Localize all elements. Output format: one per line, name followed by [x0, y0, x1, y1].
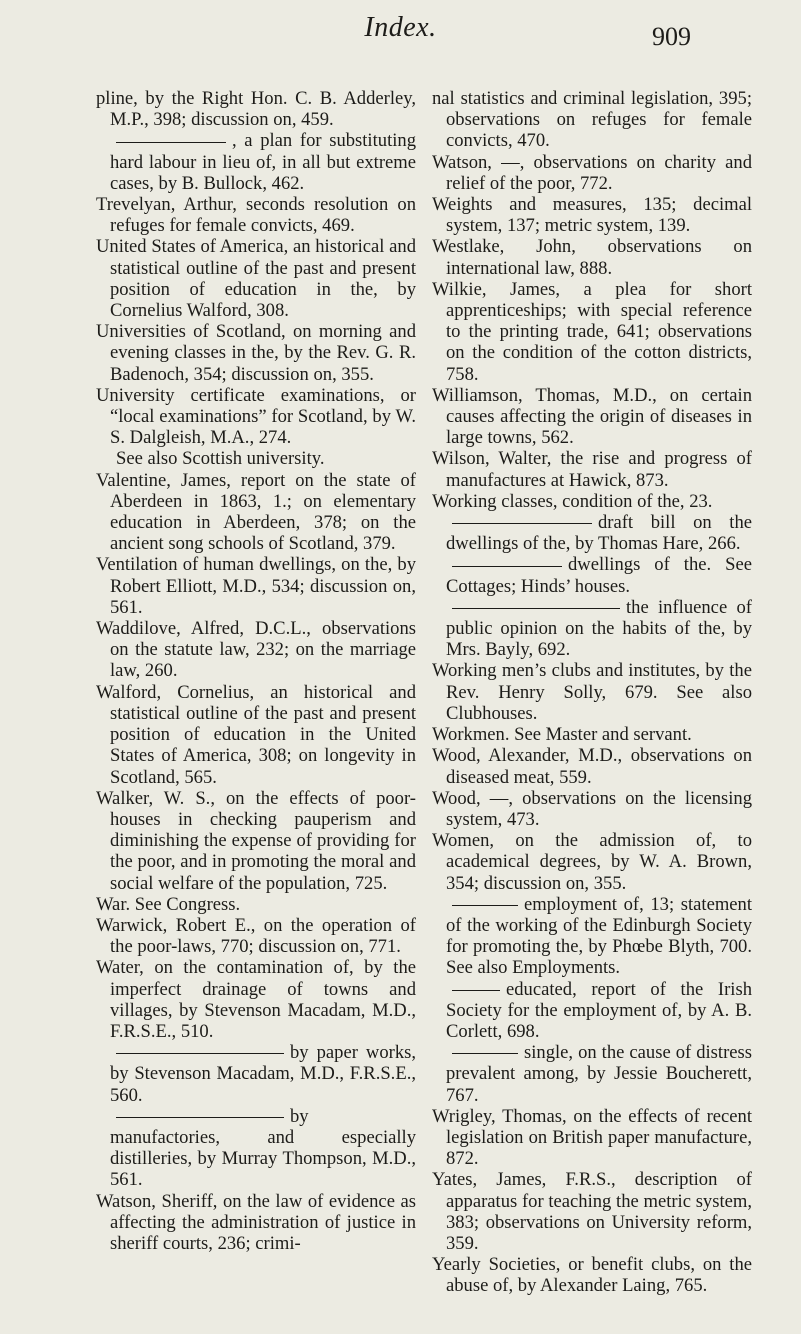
ditto-dash	[116, 1117, 284, 1118]
index-entry	[432, 385, 752, 449]
entry-text: educated, report of the Irish Society for the employment of, by A. B. Corlett, 698.	[446, 978, 752, 1042]
entry-text: Working men’s clubs and institutes, by the Rev. Henry Solly, 679. See also Clubhouses.	[432, 660, 752, 724]
index-entry	[432, 88, 752, 152]
index-entry	[96, 470, 416, 555]
index-column-right	[432, 88, 752, 1297]
entry-text: Workmen. See Master and servant.	[432, 724, 692, 746]
index-entry	[432, 194, 752, 236]
index-entry	[432, 660, 752, 724]
entry-text: Westlake, John, observations on international law, 888.	[432, 236, 752, 279]
entry-text: Walker, W. S., on the effects of poor-houses in checking pauperism and diminishing the expense of providing for the poor, and in promoting the moral and social welfare of the population, 725.	[96, 787, 416, 894]
entry-text: Wilkie, James, a plea for short apprenticeships; with special reference to the printing trade, 641; observations on the condition of the cotton districts, 758.	[432, 278, 752, 385]
ditto-dash	[452, 608, 620, 609]
index-entry	[432, 788, 752, 830]
entry-text: See also Scottish university.	[116, 448, 325, 470]
entry-text: University certificate examinations, or “local examinations” for Scotland, by W. S. Dalgleish, M.A., 274.	[96, 384, 416, 449]
index-subentry	[432, 979, 752, 1043]
entry-text: by paper works, by Stevenson Macadam, M.D., F.R.S.E., 560.	[110, 1042, 416, 1106]
index-entry	[432, 152, 752, 194]
index-entry	[432, 745, 752, 787]
index-subentry	[432, 512, 752, 554]
index-entry	[432, 236, 752, 278]
entry-text: Wrigley, Thomas, on the effects of recent legislation on British paper manufacture, 872.	[432, 1105, 752, 1170]
entry-text: Warwick, Robert E., on the operation of the poor-laws, 770; discussion on, 771.	[96, 914, 416, 958]
index-subentry	[96, 1106, 416, 1191]
ditto-dash	[452, 1053, 518, 1054]
entry-text: Universities of Scotland, on morning and evening classes in the, by the Rev. G. R. Badenoch, 354; discussion on, 355.	[96, 321, 416, 385]
ditto-dash	[452, 905, 518, 906]
index-entry	[432, 1169, 752, 1254]
index-entry	[96, 554, 416, 618]
index-entry	[96, 682, 416, 788]
entry-text: nal statistics and criminal legislation, 395; observations on refuges for female convicts, 470.	[432, 88, 752, 152]
page-header	[0, 6, 801, 51]
index-subentry	[432, 554, 752, 596]
entry-text: War. See Congress.	[96, 893, 241, 915]
entry-text: , a plan for substituting hard labour in lieu of, in all but extreme cases, by B. Bullock, 462.	[110, 130, 416, 194]
entry-text: Yates, James, F.R.S., description of apparatus for teaching the metric system, 383; observations on University reform, 359.	[432, 1169, 752, 1254]
entry-text: Water, on the contamination of, by the imperfect drainage of towns and villages, by Stevenson Macadam, M.D., F.R.S.E., 510.	[96, 957, 416, 1042]
index-entry	[96, 385, 416, 449]
entry-text: employment of, 13; statement of the working of the Edinburgh Society for promoting the, by Phœbe Blyth, 700. See also Employments.	[446, 893, 752, 979]
entry-text: single, on the cause of distress prevalent among, by Jessie Boucherett, 767.	[446, 1042, 752, 1106]
index-entry	[96, 894, 416, 915]
index-entry	[96, 1191, 416, 1255]
entry-text: Women, on the admission of, to academical degrees, by W. A. Brown, 354; discussion on, 355.	[432, 830, 752, 894]
index-entry	[96, 194, 416, 236]
entry-text: Watson, Sheriff, on the law of evidence as affecting the administration of justice in sheriff courts, 236; crimi-	[96, 1190, 416, 1254]
entry-text: dwellings of the. See Cottages; Hinds’ houses.	[446, 554, 752, 597]
entry-text: Wilson, Walter, the rise and progress of manufactures at Hawick, 873.	[432, 448, 752, 491]
entry-text: Working classes, condition of the, 23.	[432, 490, 713, 512]
index-entry	[96, 236, 416, 321]
index-entry	[96, 618, 416, 682]
entry-text: Valentine, James, report on the state of Aberdeen in 1863, 1.; on elementary education in Aberdeen, 378; on the ancient song schools of Scotland, 379.	[96, 469, 416, 555]
entry-text: Watson, —, observations on charity and relief of the poor, 772.	[432, 151, 752, 194]
page-title: Index.	[364, 12, 437, 43]
index-entry	[96, 915, 416, 957]
entry-text: Ventilation of human dwellings, on the, by Robert Elliott, M.D., 534; discussion on, 561.	[96, 554, 416, 618]
ditto-dash	[116, 1053, 284, 1054]
index-entry	[432, 448, 752, 490]
ditto-dash	[116, 142, 226, 143]
entry-text: Wood, Alexander, M.D., observations on diseased meat, 559.	[432, 745, 752, 788]
ditto-dash	[452, 566, 562, 567]
ditto-dash	[452, 523, 592, 524]
entry-text: Weights and measures, 135; decimal system, 137; metric system, 139.	[432, 194, 752, 237]
entry-text: by manufactories, and especially distilleries, by Murray Thompson, M.D., 561.	[110, 1105, 416, 1191]
entry-text: Williamson, Thomas, M.D., on certain causes affecting the origin of diseases in large towns, 562.	[432, 384, 752, 449]
entry-text: Walford, Cornelius, an historical and statistical outline of the past and present position of education in the United States of America, 308; on longevity in Scotland, 565.	[96, 681, 416, 788]
index-entry	[432, 1106, 752, 1170]
entry-text: the influence of public opinion on the habits of the, by Mrs. Bayly, 692.	[446, 596, 752, 661]
index-subentry	[96, 130, 416, 194]
ditto-dash	[452, 990, 500, 991]
index-entry	[96, 321, 416, 385]
index-entry	[432, 279, 752, 385]
index-entry	[432, 724, 752, 745]
index-entry	[96, 957, 416, 1042]
entry-text: United States of America, an historical and statistical outline of the past and present position of education in the, by Cornelius Walford, 308.	[96, 236, 416, 322]
index-subentry	[96, 1042, 416, 1106]
index-entry	[432, 491, 752, 512]
index-column-left	[96, 88, 416, 1254]
index-entry	[432, 1254, 752, 1296]
entry-text: Waddilove, Alfred, D.C.L., observations on the statute law, 232; on the marriage law, 260.	[96, 618, 416, 682]
page-number: 909	[652, 22, 691, 51]
index-entry	[96, 88, 416, 130]
index-subentry	[432, 1042, 752, 1106]
index-subentry	[432, 894, 752, 979]
entry-text: Trevelyan, Arthur, seconds resolution on refuges for female convicts, 469.	[96, 194, 416, 237]
index-entry	[432, 830, 752, 894]
index-entry	[96, 788, 416, 894]
index-subentry	[432, 597, 752, 661]
index-subentry	[96, 448, 416, 469]
entry-text: Yearly Societies, or benefit clubs, on the abuse of, by Alexander Laing, 765.	[432, 1254, 752, 1297]
entry-text: draft bill on the dwellings of the, by Thomas Hare, 266.	[446, 512, 752, 555]
entry-text: pline, by the Right Hon. C. B. Adderley, M.P., 398; discussion on, 459.	[96, 88, 416, 131]
entry-text: Wood, —, observations on the licensing system, 473.	[432, 787, 752, 830]
